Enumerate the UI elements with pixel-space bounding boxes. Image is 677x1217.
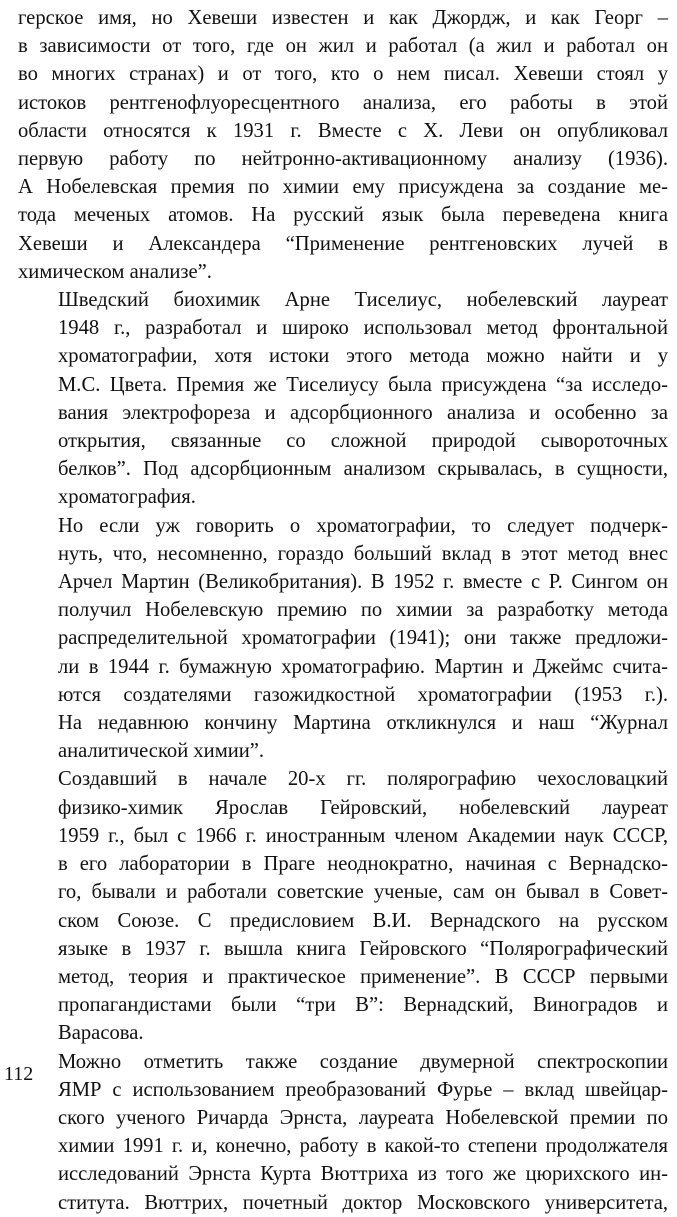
text-line: вания электрофореза и адсорбционного анализа и особенно за <box>58 401 668 424</box>
text-line: ститута. Вюттрих, почетный доктор Московского университета, <box>58 1191 668 1214</box>
text-line: А Нобелевская премия по химии ему присуждена за создание ме- <box>18 176 668 199</box>
text-line: ются создателями газожидкостной хроматографии (1953 г.). <box>58 683 668 706</box>
paragraph <box>18 4 668 286</box>
text-line: метод, теория и практическое применение”. В СССР первыми <box>58 965 668 988</box>
text-line: ского ученого Ричарда Эрнста, лауреата Нобелевской премии по <box>58 1106 668 1129</box>
paragraph <box>18 286 668 512</box>
text-line: хроматографии, хотя истоки этого метода можно найти и у <box>58 345 668 368</box>
text-line: первую работу по нейтронно-активационному анализу (1936). <box>18 148 668 171</box>
text-line: герское имя, но Хевеши известен и как Джордж, и как Георг – <box>18 7 668 29</box>
text-line: в зависимости от того, где он жил и работал (а жил и работал он <box>18 35 668 58</box>
page-body <box>18 4 668 1217</box>
text-line: химическом анализе”. <box>18 260 212 283</box>
paragraph <box>18 765 668 1047</box>
text-line: Можно отметить также создание двумерной спектроскопии <box>58 1050 668 1073</box>
text-line: ЯМР с использованием преобразований Фурье – вклад швейцар- <box>58 1078 668 1101</box>
text-line: 1948 г., разработал и широко использовал метод фронтальной <box>58 317 668 340</box>
text-line: физико-химик Ярослав Гейровский, нобелевский лауреат <box>58 796 668 819</box>
text-line: тода меченых атомов. На русский язык была переведена книга <box>18 204 668 227</box>
text-line: получил Нобелевскую премию по химии за разработку метода <box>58 599 668 622</box>
text-line: Арчел Мартин (Великобритания). В 1952 г. вместе с Р. Сингом он <box>58 571 668 594</box>
text-line: Шведский биохимик Арне Тиселиус, нобелевский лауреат <box>58 289 668 312</box>
paragraph <box>18 1048 668 1217</box>
text-line: области относятся к 1931 г. Вместе с Х. Леви он опубликовал <box>18 119 668 142</box>
text-line: исследований Эрнста Курта Вюттриха из того же цюрихского ин- <box>58 1163 668 1186</box>
text-line: языке в 1937 г. вышла книга Гейровского “Полярографический <box>58 937 668 960</box>
text-line: На недавнюю кончину Мартина откликнулся и наш “Журнал <box>58 712 668 735</box>
text-line: пропагандистами были “три В”: Вернадский, Виноградов и <box>58 994 668 1017</box>
text-line: в его лаборатории в Праге неоднократно, начиная с Вернадско- <box>58 853 668 876</box>
text-line: го, бывали и работали советские ученые, сам он бывал в Совет- <box>58 881 668 904</box>
text-line: открытия, связанные со сложной природой сывороточных <box>58 430 668 453</box>
text-line: 1959 г., был с 1966 г. иностранным членом Академии наук СССР, <box>58 824 668 847</box>
text-line: химии 1991 г. и, конечно, работу в какой-то степени продолжателя <box>58 1135 668 1158</box>
text-line: Варасова. <box>58 1022 144 1045</box>
text-line: аналитической химии”. <box>58 740 265 763</box>
page-number: 112 <box>4 1063 34 1085</box>
text-line: М.С. Цвета. Премия же Тиселиусу была присуждена “за исследо- <box>58 373 668 396</box>
text-line: Создавший в начале 20-х гг. полярографию чехословацкий <box>58 768 668 791</box>
text-line: во многих странах) и от того, кто о нем писал. Хевеши стоял у <box>18 63 668 86</box>
paragraph <box>18 512 668 766</box>
text-line: ском Союзе. С предисловием В.И. Вернадского на русском <box>58 909 668 932</box>
text-line: распределительной хроматографии (1941); они также предложи- <box>58 627 668 650</box>
text-line: Хевеши и Александера “Применение рентгеновских лучей в <box>18 232 668 255</box>
text-line: истоков рентгенофлуоресцентного анализа, его работы в этой <box>18 91 668 114</box>
text-line: белков”. Под адсорбционным анализом скрывалась, в сущности, <box>58 458 668 481</box>
text-line: ли в 1944 г. бумажную хроматографию. Мартин и Джеймс счита- <box>58 655 668 678</box>
text-line: Но если уж говорить о хроматографии, то следует подчерк- <box>58 514 668 537</box>
text-line: нуть, что, несомненно, гораздо больший вклад в этот метод внес <box>58 542 668 565</box>
text-line: хроматография. <box>58 486 196 509</box>
